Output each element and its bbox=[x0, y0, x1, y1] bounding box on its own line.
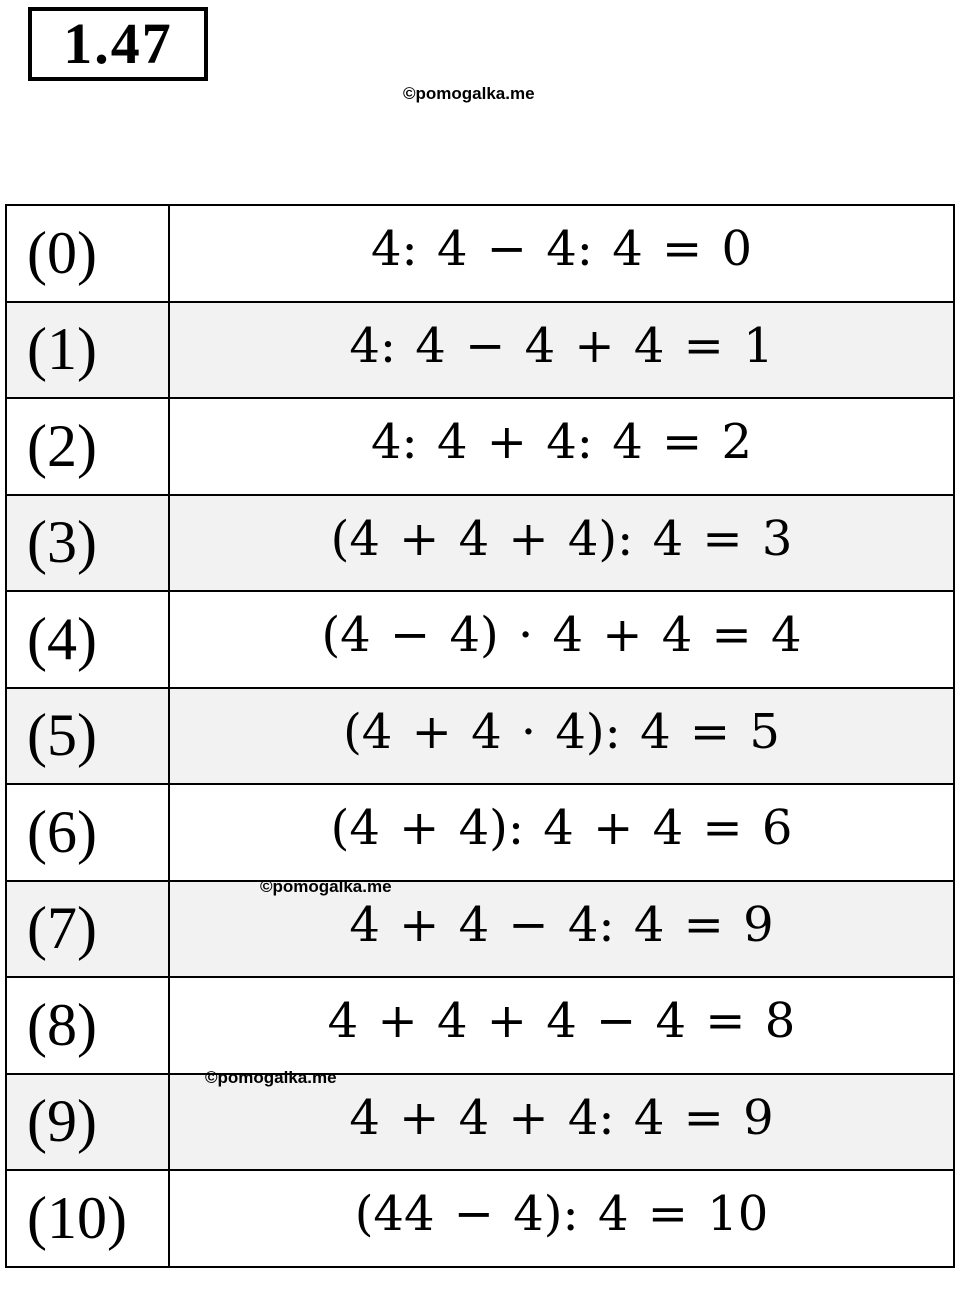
table-row bbox=[6, 302, 954, 399]
table-row bbox=[6, 977, 954, 1074]
row-index: (3) bbox=[6, 495, 169, 592]
row-index: (2) bbox=[6, 398, 169, 495]
row-index: (6) bbox=[6, 784, 169, 881]
row-index: (10) bbox=[6, 1170, 169, 1267]
row-expression: 4: 4 − 4 + 4 = 1 bbox=[169, 302, 954, 399]
table-row bbox=[6, 495, 954, 592]
table-row bbox=[6, 688, 954, 785]
table-row bbox=[6, 784, 954, 881]
watermark: ©pomogalka.me bbox=[205, 1068, 337, 1087]
table-row bbox=[6, 1170, 954, 1267]
row-expression: 4 + 4 + 4 − 4 = 8 bbox=[169, 977, 954, 1074]
table-row bbox=[6, 881, 954, 978]
table-row bbox=[6, 1074, 954, 1171]
problem-number: 1.47 bbox=[28, 7, 208, 81]
row-expression: (4 − 4) · 4 + 4 = 4 bbox=[169, 591, 954, 688]
row-index: (7) bbox=[6, 881, 169, 978]
row-expression: (4 + 4 + 4): 4 = 3 bbox=[169, 495, 954, 592]
row-expression: 4 + 4 + 4: 4 = 9 bbox=[169, 1074, 954, 1171]
row-index: (4) bbox=[6, 591, 169, 688]
table-row bbox=[6, 205, 954, 302]
row-expression: 4: 4 − 4: 4 = 0 bbox=[169, 205, 954, 302]
row-index: (8) bbox=[6, 977, 169, 1074]
row-expression: (4 + 4): 4 + 4 = 6 bbox=[169, 784, 954, 881]
row-expression: (4 + 4 · 4): 4 = 5 bbox=[169, 688, 954, 785]
table-row bbox=[6, 398, 954, 495]
watermark: ©pomogalka.me bbox=[260, 877, 392, 896]
row-index: (9) bbox=[6, 1074, 169, 1171]
row-expression: 4 + 4 − 4: 4 = 9 bbox=[169, 881, 954, 978]
watermark: ©pomogalka.me bbox=[403, 84, 535, 103]
row-index: (5) bbox=[6, 688, 169, 785]
row-expression: 4: 4 + 4: 4 = 2 bbox=[169, 398, 954, 495]
answers-table bbox=[5, 204, 955, 1268]
row-index: (0) bbox=[6, 205, 169, 302]
table-row bbox=[6, 591, 954, 688]
row-index: (1) bbox=[6, 302, 169, 399]
row-expression: (44 − 4): 4 = 10 bbox=[169, 1170, 954, 1267]
